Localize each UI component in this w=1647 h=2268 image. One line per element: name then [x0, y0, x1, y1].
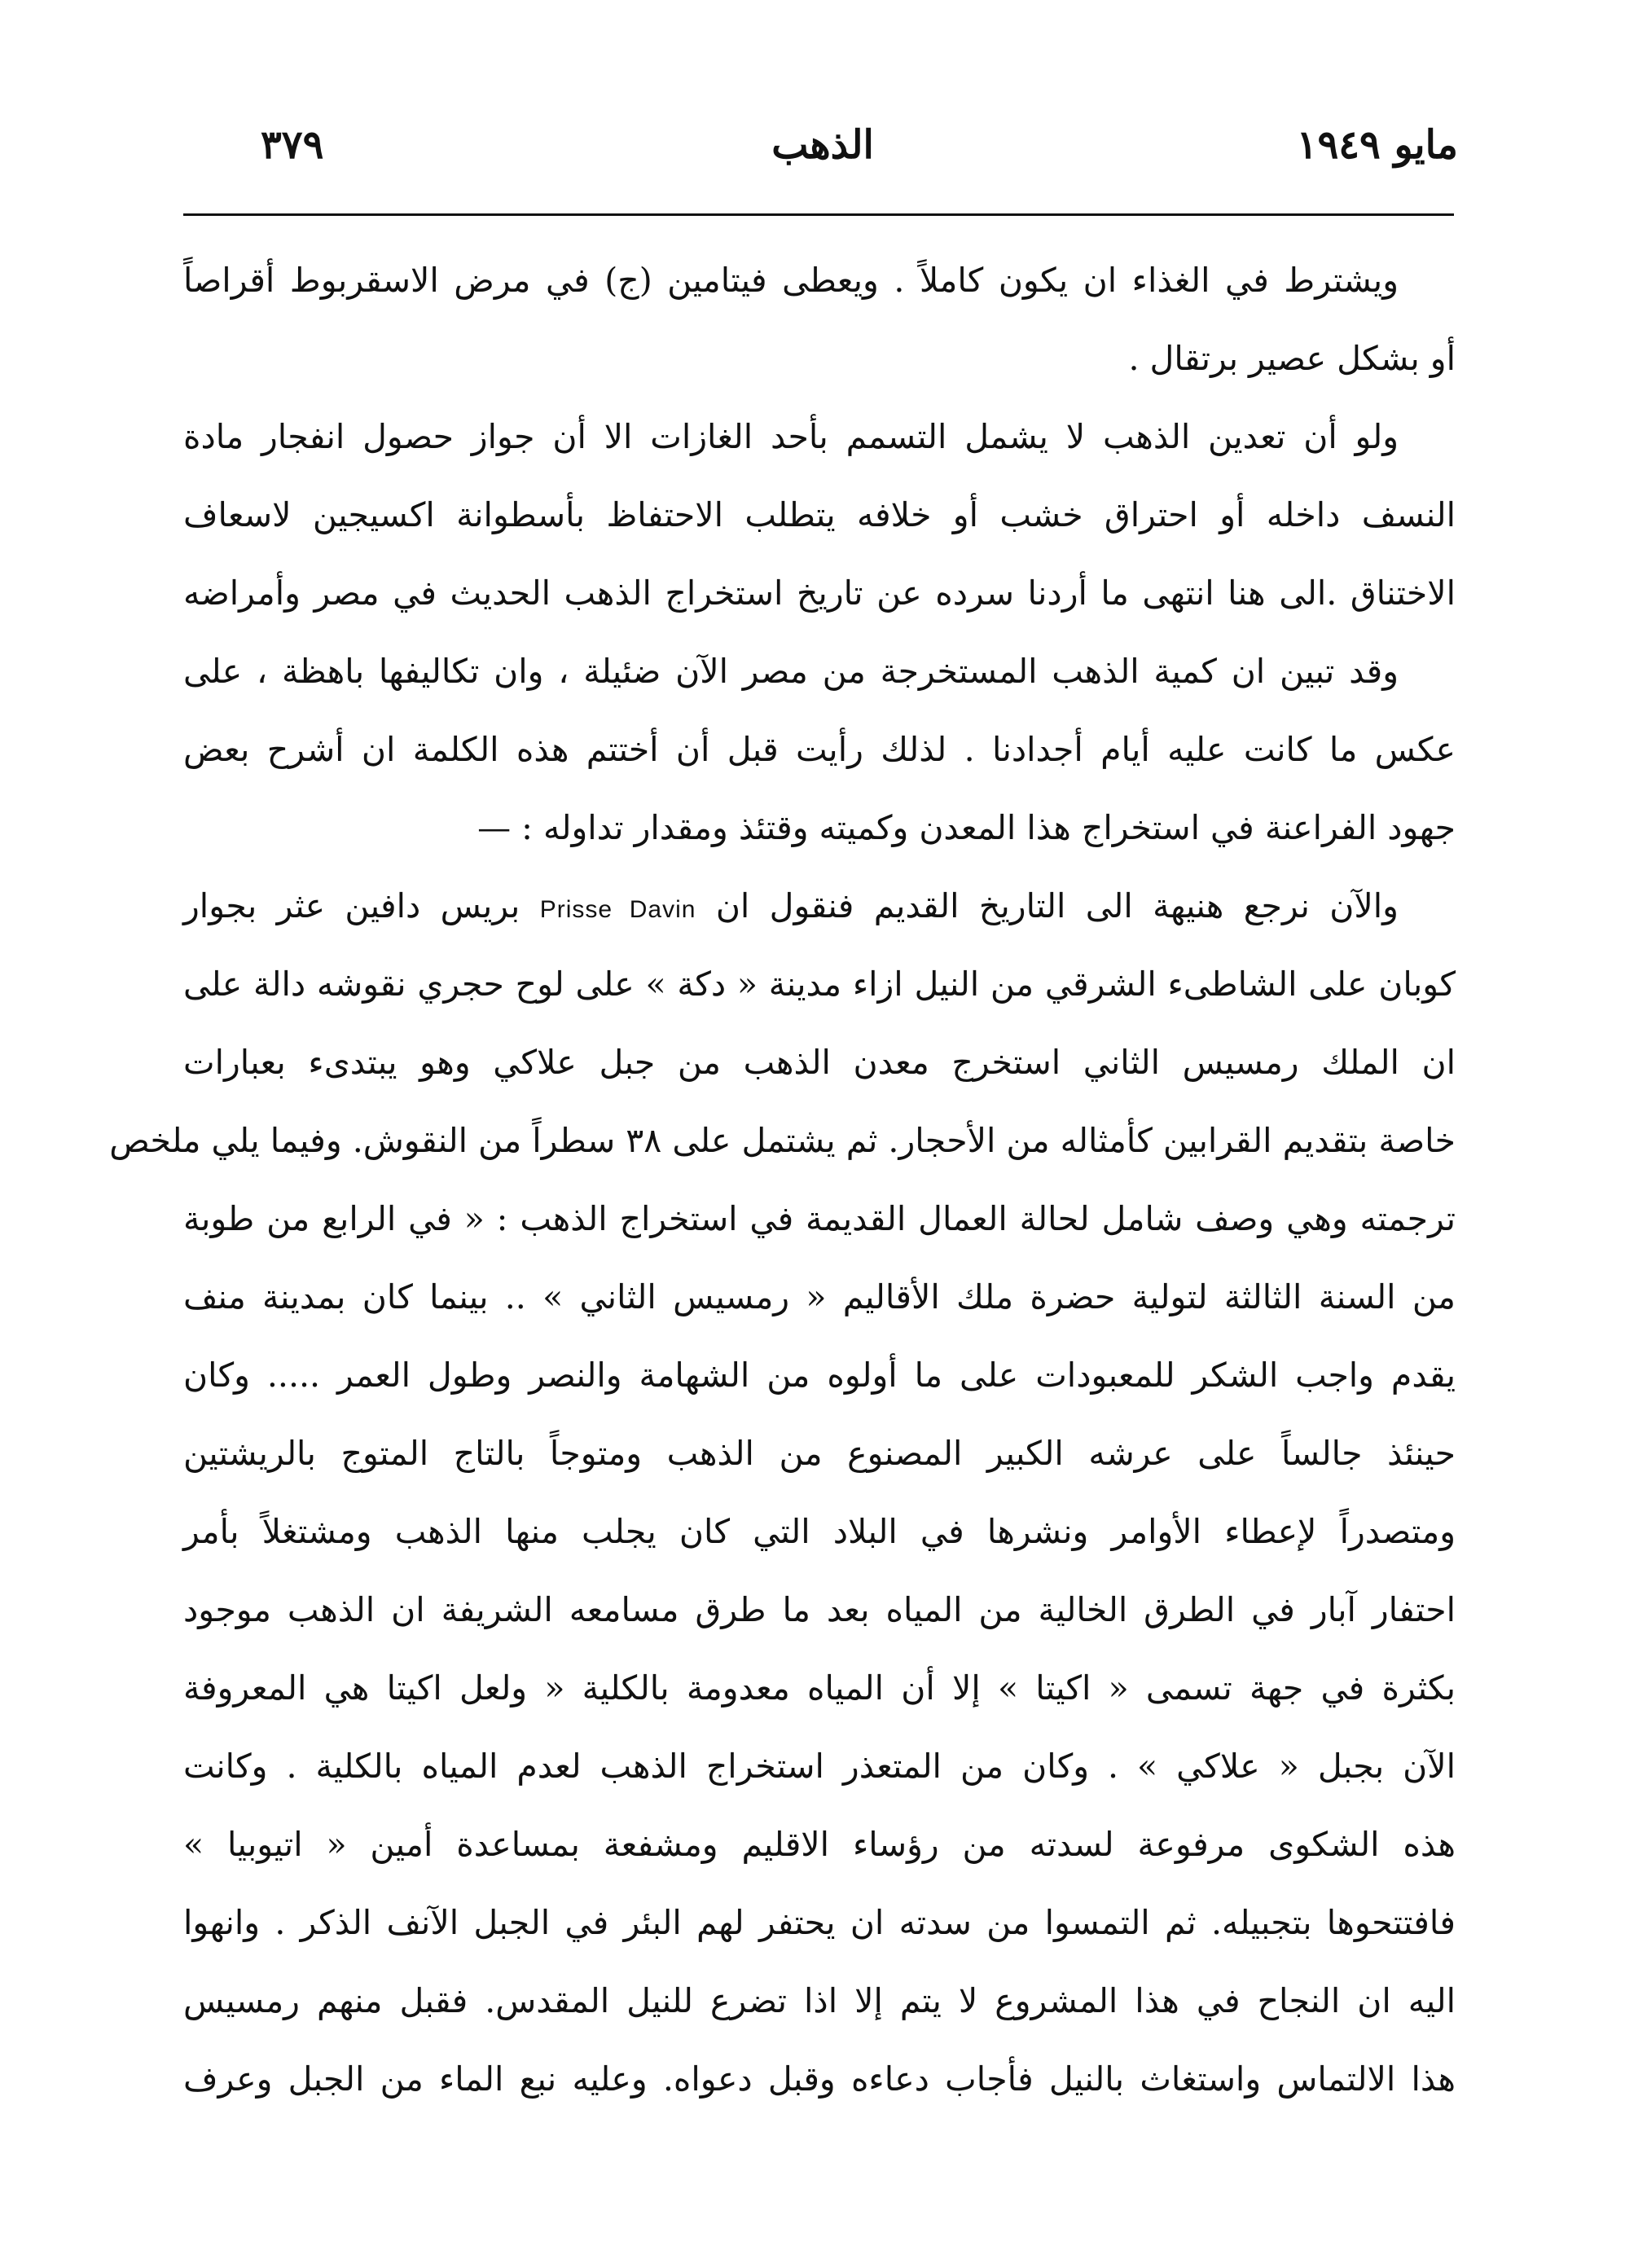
text-line: الاختناق .الى هنا انتهى ما أردنا سرده عن تاريخ استخراج الذهب الحديث في مصر وأمراضه — [183, 574, 1456, 613]
text-line: الآن بجبل « علاكي » . وكان من المتعذر استخراج الذهب لعدم المياه بالكلية . وكانت — [183, 1747, 1456, 1786]
text-fragment: بريس دافين عثر بجوار — [183, 886, 520, 925]
header-date: مايو ١٩٤٩ — [1296, 122, 1458, 168]
text-line: حينئذ جالساً على عرشه الكبير المصنوع من الذهب ومتوجاً بالتاج المتوج بالريشتين — [183, 1434, 1456, 1473]
text-line: فافتتحوها بتجبيله. ثم التمسوا من سدته ان يحتفر لهم البئر في الجبل الآنف الذكر . وانهوا — [183, 1903, 1456, 1942]
text-line: أو بشكل عصير برتقال . — [1128, 339, 1456, 378]
text-line-mixed — [183, 867, 1456, 945]
text-line: ترجمته وهي وصف شامل لحالة العمال القديمة في استخراج الذهب : « في الرابع من طوبة — [183, 1199, 1456, 1238]
text-fragment: والآن نرجع هنيهة الى التاريخ القديم فنقول ان — [715, 886, 1399, 925]
text-line: هذه الشكوى مرفوعة لسدته من رؤساء الاقليم ومشفعة بمساعدة أمين « اتيوبيا » — [183, 1825, 1456, 1864]
text-line: ومتصدراً لإعطاء الأوامر ونشرها في البلاد التي كان يجلب منها الذهب ومشتغلاً بأمر — [183, 1512, 1456, 1551]
text-line: بكثرة في جهة تسمى « اكيتا » إلا أن المياه معدومة بالكلية « ولعل اكيتا هي المعروفة — [183, 1668, 1456, 1708]
text-line: ويشترط في الغذاء ان يكون كاملاً . ويعطى فيتامين (ج) في مرض الاسقربوط أقراصاً — [183, 261, 1399, 300]
text-line: احتفار آبار في الطرق الخالية من المياه بعد ما طرق مسامعه الشريفة ان الذهب موجود — [183, 1590, 1456, 1629]
header-title: الذهب — [771, 122, 874, 168]
text-line: ان الملك رمسيس الثاني استخرج معدن الذهب من جبل علاكي وهو يبتدىء بعبارات — [183, 1043, 1456, 1082]
text-line: كوبان على الشاطىء الشرقي من النيل ازاء مدينة « دكة » على لوح حجري نقوشه دالة على — [183, 965, 1456, 1004]
text-line: ولو أن تعدين الذهب لا يشمل التسمم بأحد الغازات الا أن جواز حصول انفجار مادة — [183, 417, 1399, 456]
text-line: وقد تبين ان كمية الذهب المستخرجة من مصر الآن ضئيلة ، وان تكاليفها باهظة ، على — [183, 652, 1399, 691]
header-page-number: ٣٧٩ — [261, 122, 324, 168]
article-body — [109, 241, 1456, 2118]
page-header — [187, 114, 1458, 187]
text-line: هذا الالتماس واستغاث بالنيل فأجاب دعاءه وقبل دعواه. وعليه نبع الماء من الجبل وعرف — [183, 2059, 1456, 2099]
text-line: خاصة بتقديم القرابين كأمثاله من الأحجار. ثم يشتمل على ٣٨ سطراً من النقوش. وفيما يلي ملخص — [109, 1121, 1456, 1160]
text-line: جهود الفراعنة في استخراج هذا المعدن وكميته وقتئذ ومقدار تداوله : — — [477, 808, 1456, 847]
text-line: عكس ما كانت عليه أيام أجدادنا . لذلك رأيت قبل أن أختتم هذه الكلمة ان أشرح بعض — [183, 730, 1456, 769]
text-line: النسف داخله أو احتراق خشب أو خلافه يتطلب الاحتفاظ بأسطوانة اكسيجين لاسعاف — [183, 495, 1456, 534]
text-line: يقدم واجب الشكر للمعبودات على ما أولوه من الشهامة والنصر وطول العمر ..... وكان — [183, 1356, 1456, 1395]
text-line: اليه ان النجاح في هذا المشروع لا يتم إلا اذا تضرع للنيل المقدس. فقبل منهم رمسيس — [183, 1981, 1456, 2020]
text-line: من السنة الثالثة لتولية حضرة ملك الأقاليم « رمسيس الثاني » .. بينما كان بمدينة منف — [183, 1277, 1456, 1316]
header-rule — [183, 213, 1454, 216]
latin-name: Prisse Davin — [539, 896, 696, 923]
